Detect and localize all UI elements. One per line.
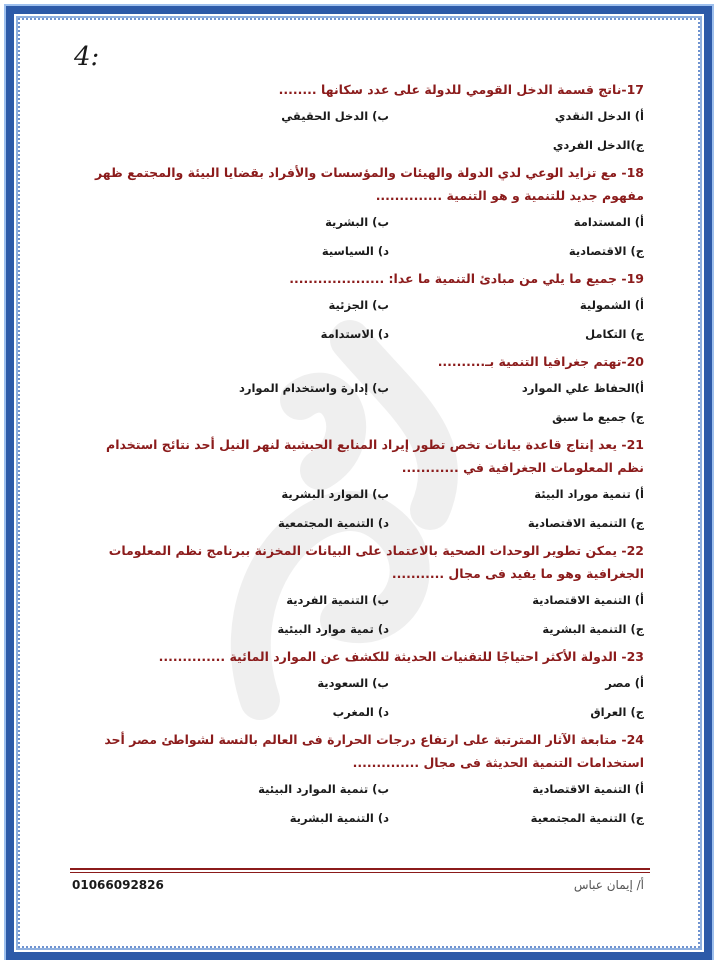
- option-c[interactable]: ج)الدخل الفردي: [552, 137, 644, 152]
- footer-author: أ/ إيمان عباس: [573, 878, 644, 892]
- option-c[interactable]: ج) التنمية البشرية: [542, 621, 644, 636]
- option-d[interactable]: د) التنمية المجتمعية: [277, 515, 389, 530]
- question-21: 21- يعد إنتاج قاعدة بيانات تخص تطور إيراد المنابع الحبشية لنهر النيل أحد نتائج استخدام نظم المعلومات الجغرافية في ............: [106, 437, 644, 475]
- option-a[interactable]: أ) التنمية الاقتصادية: [532, 592, 644, 607]
- questions-list: [84, 78, 644, 832]
- options-row: [84, 319, 644, 348]
- option-c[interactable]: ج) التنمية الاقتصادية: [527, 515, 644, 530]
- question-23: 23- الدولة الأكثر احتياجًا للتقنيات الحديثة للكشف عن الموارد المائية ..............: [158, 649, 644, 664]
- options-row: [84, 207, 644, 236]
- question-20: 20-تهتم جغرافيا التنمية بـ..........: [437, 354, 644, 369]
- question-24: 24- متابعة الآثار المترتبة على ارتفاع درجات الحرارة فى العالم بالنسة لشواطئ مصر أحد استخدامات التنمية الحديثة فى مجال ..............: [104, 732, 644, 770]
- options-row: [84, 479, 644, 508]
- option-c[interactable]: ج) الاقتصادية: [568, 243, 644, 258]
- option-a[interactable]: أ) الشمولية: [579, 297, 644, 312]
- question-17: 17-ناتج قسمة الدخل القومي للدولة على عدد سكانها ........: [278, 82, 644, 97]
- option-b[interactable]: ب) الدخل الحقيقي: [281, 108, 389, 123]
- options-row: [84, 585, 644, 614]
- options-row: [84, 290, 644, 319]
- option-c[interactable]: ج) التنمية المجتمعية: [530, 810, 644, 825]
- options-row: [84, 668, 644, 697]
- options-row: [84, 402, 644, 431]
- option-d[interactable]: د) تمية موارد البيئية: [277, 621, 389, 636]
- option-b[interactable]: ب) تنمية الموارد البيئية: [258, 781, 389, 796]
- options-row: [84, 774, 644, 803]
- options-row: [84, 101, 644, 130]
- option-b[interactable]: ب) السعودية: [317, 675, 389, 690]
- option-d[interactable]: د) المغرب: [332, 704, 389, 719]
- question-19: 19- جميع ما يلي من مبادئ التنمية ما عدا: ....................: [289, 271, 644, 286]
- option-a[interactable]: أ)الحفاظ علي الموارد: [521, 380, 644, 395]
- options-row: [84, 614, 644, 643]
- option-c[interactable]: ج) جميع ما سبق: [552, 409, 644, 424]
- option-b[interactable]: ب) التنمية الفردية: [286, 592, 389, 607]
- page-number: 4:: [74, 42, 100, 72]
- option-a[interactable]: أ) المستدامة: [573, 214, 644, 229]
- option-b[interactable]: ب) إدارة واستخدام الموارد: [238, 380, 389, 395]
- options-row: [84, 236, 644, 265]
- options-row: [84, 508, 644, 537]
- option-a[interactable]: أ) الدخل النقدي: [554, 108, 644, 123]
- option-c[interactable]: ج) التكامل: [585, 326, 644, 341]
- option-d[interactable]: د) السياسية: [321, 243, 389, 258]
- options-row: [84, 697, 644, 726]
- option-b[interactable]: ب) الموارد البشرية: [281, 486, 389, 501]
- option-a[interactable]: أ) تنمية موراد البيئة: [534, 486, 644, 501]
- options-row: [84, 803, 644, 832]
- option-c[interactable]: ج) العراق: [590, 704, 644, 719]
- option-a[interactable]: أ) مصر: [605, 675, 644, 690]
- option-a[interactable]: أ) التنمية الاقتصادية: [532, 781, 644, 796]
- options-row: [84, 373, 644, 402]
- option-d[interactable]: د) الاستدامة: [320, 326, 389, 341]
- footer-phone: 01066092826: [72, 878, 164, 892]
- question-22: 22- يمكن تطوير الوحدات الصحية بالاعتماد على البيانات المخزنة ببرنامج نظم المعلومات الجغرافية وهو ما يفيد فى مجال ...........: [108, 543, 644, 581]
- options-row: [84, 130, 644, 159]
- footer-divider: [70, 868, 650, 873]
- option-b[interactable]: ب) الجزئية: [328, 297, 389, 312]
- option-d[interactable]: د) التنمية البشرية: [289, 810, 389, 825]
- option-b[interactable]: ب) البشرية: [325, 214, 389, 229]
- question-18: 18- مع تزايد الوعي لدي الدولة والهيئات والمؤسسات والأفراد بقضايا البيئة والمجتمع ظهر مفهوم جديد للتنمية و هو التنمية ..............: [94, 165, 644, 203]
